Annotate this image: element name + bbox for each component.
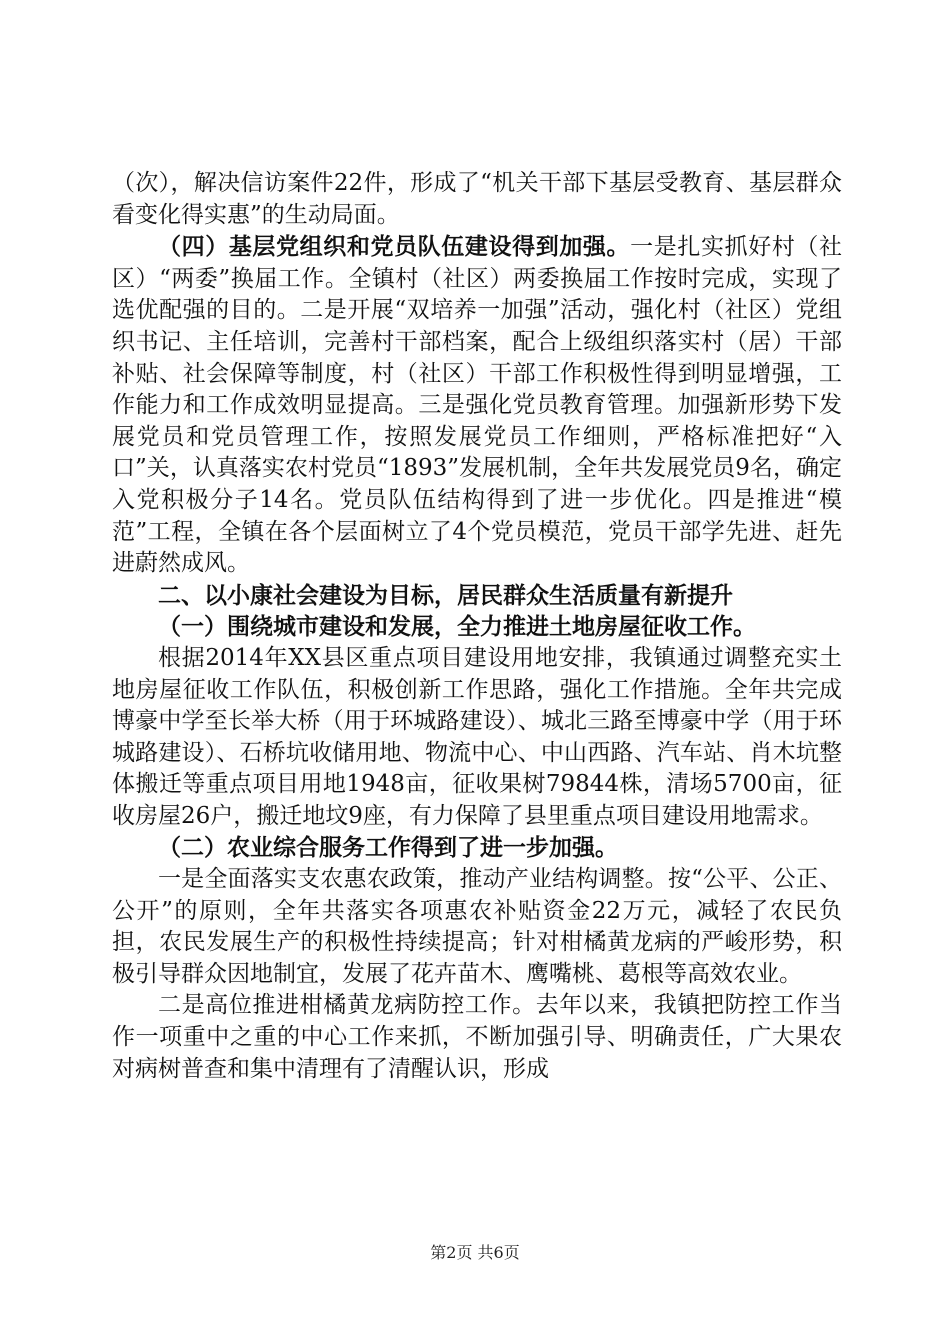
paragraph-text: （次），解决信访案件22件，形成了“机关干部下基层受教育、基层群众看变化得实惠”的生动局面。 bbox=[112, 170, 842, 228]
section-heading-1 bbox=[112, 611, 842, 643]
paragraph-5 bbox=[112, 643, 842, 833]
chapter-heading-2 bbox=[112, 580, 842, 612]
page-number: 第2页 共6页 bbox=[430, 1243, 520, 1262]
heading-text: （二）农业综合服务工作得到了进一步加强。 bbox=[158, 834, 618, 862]
section-heading-4: （四）基层党组织和党员队伍建设得到加强。 bbox=[158, 233, 631, 261]
paragraph-text: 根据2014年XX县区重点项目建设用地安排，我镇通过调整充实土地房屋征收工作队伍，积极创新工作思路，强化工作措施。全年共完成博豪中学至长举大桥（用于环城路建设）、城北三路至博豪中学（用于环城路建设）、石桥坑收储用地、物流中心、中山西路、汽车站、肖木坑整体搬迁等重点项目用地1948亩，征收果树79844株，清场5700亩，征收房屋26户，搬迁地坟9座，有力保障了县里重点项目建设用地需求。 bbox=[112, 644, 842, 829]
section-heading-2 bbox=[112, 832, 842, 864]
paragraph-1 bbox=[112, 168, 842, 231]
paragraph-text: 一是扎实抓好村（社区）“两委”换届工作。全镇村（社区）两委换届工作按时完成，实现了选优配强的目的。二是开展“双培养一加强”活动，强化村（社区）党组织书记、主任培训，完善村干部档案，配合上级组织落实村（居）干部补贴、社会保障等制度，村（社区）干部工作积极性得到明显增强，工作能力和工作成效明显提高。三是强化党员教育管理。加强新形势下发展党员和党员管理工作，按照发展党员工作细则，严格标准把好“入口”关，认真落实农村党员“1893”发展机制，全年共发展党员9名，确定入党积极分子14名。党员队伍结构得到了进一步优化。四是推进“模范”工程，全镇在各个层面树立了4个党员模范，党员干部学先进、赶先进蔚然成风。 bbox=[112, 234, 843, 577]
paragraph-8 bbox=[112, 990, 842, 1085]
paragraph-7 bbox=[112, 864, 842, 990]
document-body bbox=[112, 168, 842, 1085]
paragraph-2 bbox=[112, 231, 842, 580]
heading-text: 二、以小康社会建设为目标，居民群众生活质量有新提升 bbox=[158, 581, 733, 609]
page-footer bbox=[0, 1240, 950, 1263]
paragraph-text: 二是高位推进柑橘黄龙病防控工作。去年以来，我镇把防控工作当作一项重中之重的中心工作来抓，不断加强引导、明确责任，广大果农对病树普查和集中清理有了清醒认识，形成 bbox=[112, 992, 842, 1082]
paragraph-text: 一是全面落实支农惠农政策，推动产业结构调整。按“公平、公正、公开”的原则，全年共落实各项惠农补贴资金22万元，减轻了农民负担，农民发展生产的积极性持续提高；针对柑橘黄龙病的严峻形势，积极引导群众因地制宜，发展了花卉苗木、鹰嘴桃、葛根等高效农业。 bbox=[112, 866, 842, 987]
heading-text: （一）围绕城市建设和发展，全力推进土地房屋征收工作。 bbox=[158, 613, 756, 641]
